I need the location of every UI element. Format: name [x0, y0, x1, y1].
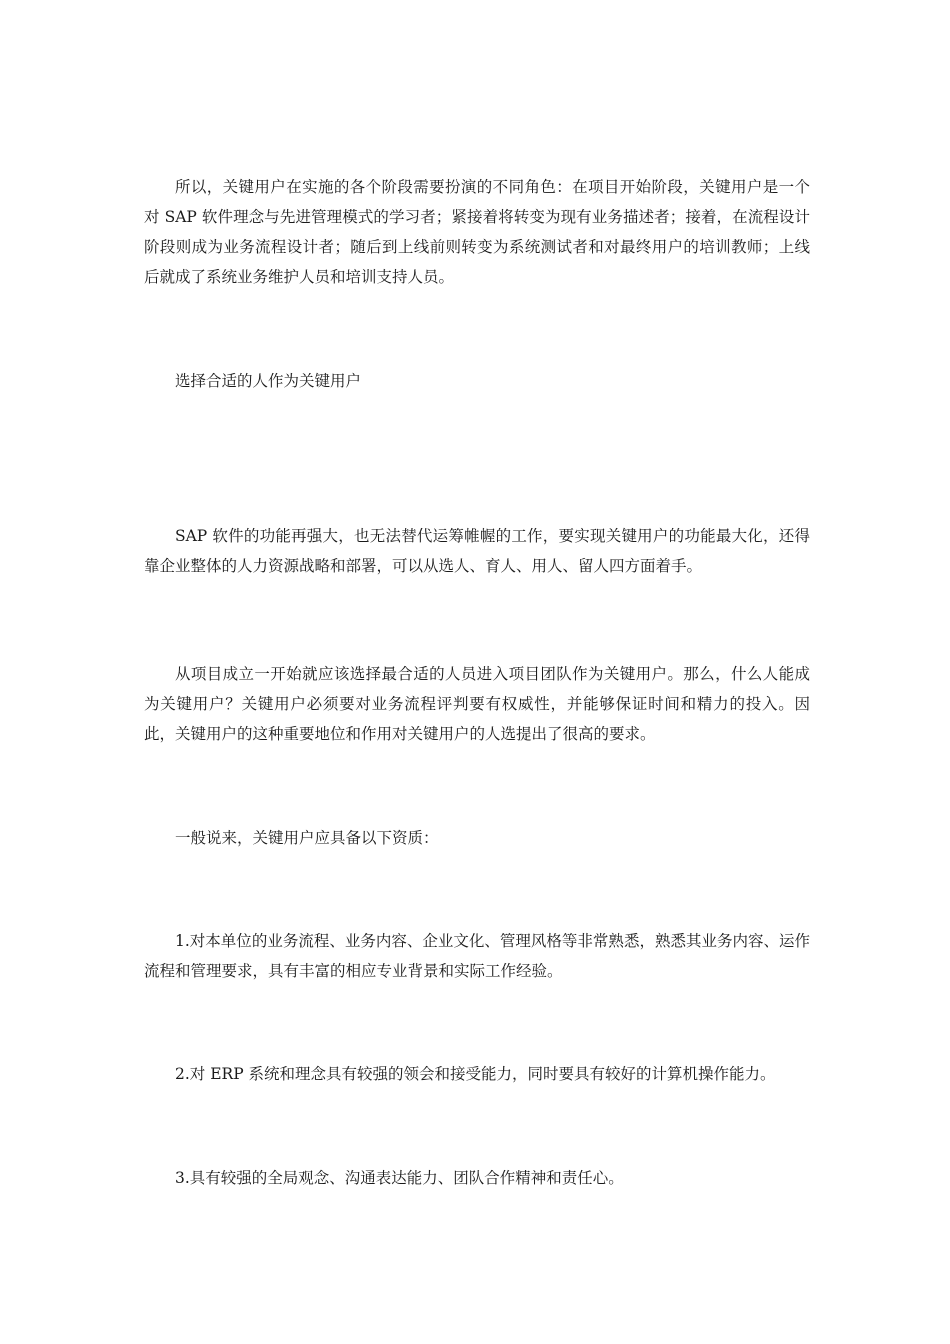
paragraph-key-user-roles: 所以，关键用户在实施的各个阶段需要扮演的不同角色：在项目开始阶段，关键用户是一个对 SAP 软件理念与先进管理模式的学习者；紧接着将转变为现有业务描述者；接着，在流程设计阶段则成为业务流程设计者；随后到上线前则转变为系统测试者和对最终用户的培训教师；上线后就成了系统业务维护人员和培训支持人员。 [144, 178, 810, 286]
paragraph-select-team-members: 从项目成立一开始就应该选择最合适的人员进入项目团队作为关键用户。那么，什么人能成为关键用户？关键用户必须要对业务流程评判要有权威性，并能够保证时间和精力的投入。因此，关键用户的这种重要地位和作用对关键用户的人选提出了很高的要求。 [144, 665, 810, 743]
paragraph-sap-capability: SAP 软件的功能再强大，也无法替代运筹帷幄的工作，要实现关键用户的功能最大化，还得靠企业整体的人力资源战略和部署，可以从选人、育人、用人、留人四方面着手。 [144, 527, 810, 575]
paragraph-qualifications-intro: 一般说来，关键用户应具备以下资质： [175, 829, 439, 847]
section-heading-select-key-user: 选择合适的人作为关键用户 [175, 372, 362, 390]
list-item-qualification-2: 2.对 ERP 系统和理念具有较强的领会和接受能力，同时要具有较好的计算机操作能力。 [175, 1065, 776, 1083]
list-item-qualification-3: 3.具有较强的全局观念、沟通表达能力、团队合作精神和责任心。 [175, 1169, 624, 1187]
list-item-qualification-1: 1.对本单位的业务流程、业务内容、企业文化、管理风格等非常熟悉，熟悉其业务内容、运作流程和管理要求，具有丰富的相应专业背景和实际工作经验。 [144, 932, 810, 980]
